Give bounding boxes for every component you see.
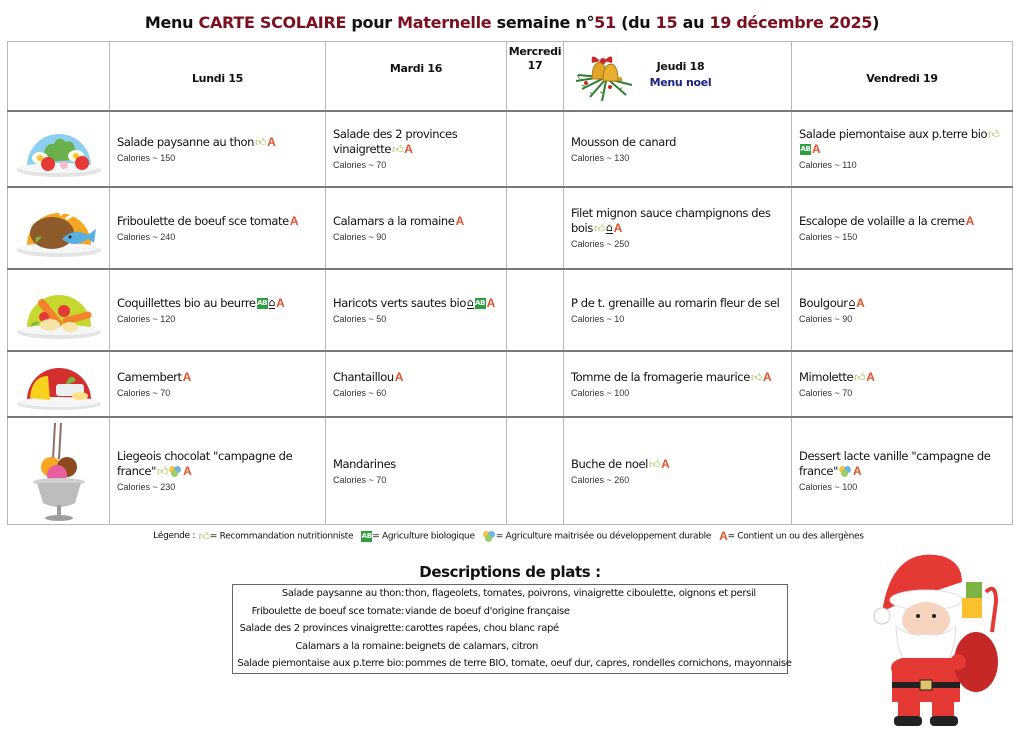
calories-label: Calories ~ 120 bbox=[117, 313, 176, 324]
description-text: thon, flageolets, tomates, poivrons, vinaigrette ciboulette, oignons et persil bbox=[405, 588, 756, 599]
dish-cell[interactable] bbox=[326, 269, 507, 351]
calories-label: Calories ~ 110 bbox=[799, 160, 857, 170]
empty-cell-wednesday bbox=[507, 111, 564, 187]
dish-cell[interactable] bbox=[792, 187, 1013, 269]
allergen-icon: A bbox=[856, 295, 865, 310]
calories-label: Calories ~ 100 bbox=[571, 387, 630, 398]
category-cell bbox=[8, 351, 110, 417]
dish-name: Filet mignon sauce champignons des bois👍︎⌂A bbox=[571, 206, 771, 235]
legend: Légende : 👍︎= Recommandation nutritionniste AB= Agriculture biologique = Agriculture maitrisée ou développement durable A= Contient un ou des allergènes bbox=[0, 529, 1024, 543]
organic-ab-icon: AB bbox=[361, 531, 372, 540]
course-row-side bbox=[8, 269, 1013, 351]
description-row bbox=[233, 638, 787, 656]
menu-noel-label: Menu noel bbox=[649, 75, 712, 89]
day-header-tuesday: Mardi 16 bbox=[326, 42, 507, 111]
calories-label: Calories ~ 240 bbox=[117, 231, 176, 242]
dish-cell[interactable] bbox=[110, 269, 326, 351]
dish-name: Salade paysanne au thon👍︎A bbox=[117, 134, 276, 149]
description-dish: Salade piemontaise aux p.terre bio bbox=[237, 658, 401, 669]
dish-cell[interactable] bbox=[110, 111, 326, 187]
course-row-main bbox=[8, 187, 1013, 269]
thumbs-up-icon: 👍︎ bbox=[198, 529, 210, 543]
allergen-icon: A bbox=[486, 295, 495, 310]
dish-name: Mousson de canard bbox=[571, 134, 676, 149]
description-separator: : bbox=[401, 623, 405, 634]
santa-claus-icon bbox=[862, 542, 1002, 732]
allergen-icon: A bbox=[276, 295, 285, 310]
dish-cell[interactable] bbox=[792, 417, 1013, 525]
organic-ab-icon: AB bbox=[475, 298, 486, 307]
dish-cell[interactable] bbox=[792, 111, 1013, 187]
calories-label: Calories ~ 130 bbox=[571, 152, 630, 163]
allergen-icon: A bbox=[853, 464, 862, 479]
organic-ab-icon: AB bbox=[257, 298, 268, 307]
day-header-thursday: Jeudi 18 Menu noel bbox=[564, 42, 792, 111]
allergen-icon: A bbox=[866, 369, 875, 384]
empty-cell-wednesday bbox=[507, 187, 564, 269]
dish-name: Calamars a la romaineA bbox=[333, 213, 464, 228]
dish-cell[interactable] bbox=[326, 187, 507, 269]
calories-label: Calories ~ 250 bbox=[571, 239, 630, 249]
dish-name: Mandarines bbox=[333, 456, 396, 471]
dish-cell[interactable] bbox=[564, 187, 792, 269]
calories-label: Calories ~ 150 bbox=[117, 152, 176, 163]
dish-cell[interactable] bbox=[564, 351, 792, 417]
description-dish: Salade des 2 provinces vinaigrette bbox=[239, 623, 401, 634]
calories-label: Calories ~ 100 bbox=[799, 482, 858, 493]
description-text: viande de boeuf d'origine française bbox=[405, 605, 570, 617]
dish-cell[interactable] bbox=[326, 351, 507, 417]
thumbs-up-icon: 👍︎ bbox=[392, 143, 404, 156]
calories-label: Calories ~ 260 bbox=[571, 474, 630, 485]
category-cell bbox=[8, 417, 110, 525]
dish-name: Escalope de volaille a la cremeA bbox=[799, 213, 974, 228]
empty-cell-wednesday bbox=[507, 269, 564, 351]
homemade-house-icon: ⌂ bbox=[606, 221, 613, 234]
dish-name: Friboulette de boeuf sce tomateA bbox=[117, 213, 299, 228]
homemade-house-icon: ⌂ bbox=[268, 295, 276, 309]
dish-cell[interactable] bbox=[792, 351, 1013, 417]
dish-name: Tomme de la fromagerie maurice👍︎A bbox=[571, 369, 772, 384]
description-dish: Friboulette de boeuf sce tomate bbox=[251, 605, 401, 617]
homemade-house-icon: ⌂ bbox=[848, 295, 856, 309]
thumbs-up-icon: 👍︎ bbox=[593, 222, 606, 235]
header-row bbox=[8, 42, 1013, 111]
calories-label: Calories ~ 90 bbox=[333, 231, 387, 242]
legend-item: A= Contient un ou des allergènes bbox=[719, 529, 864, 543]
allergen-icon: A bbox=[661, 456, 670, 471]
allergen-icon: A bbox=[613, 221, 622, 235]
calories-label: Calories ~ 70 bbox=[333, 160, 387, 170]
dish-cell[interactable] bbox=[110, 417, 326, 525]
sustainable-agriculture-icon bbox=[839, 466, 852, 477]
legend-item: = Agriculture maitrisée ou développement durable bbox=[482, 532, 711, 542]
description-text: pommes de terre BIO, tomate, oeuf dur, capres, rondelles cornichons, mayonnaise bbox=[405, 658, 792, 669]
allergen-icon: A bbox=[719, 529, 728, 543]
dish-name: Liegeois chocolat "campagne de france"👍︎ A bbox=[117, 449, 293, 479]
thumbs-up-icon: 👍︎ bbox=[988, 128, 1000, 141]
organic-ab-icon: AB bbox=[800, 145, 811, 153]
description-separator: : bbox=[401, 640, 405, 652]
course-row-dessert bbox=[8, 417, 1013, 525]
calories-label: Calories ~ 70 bbox=[117, 387, 171, 398]
allergen-icon: A bbox=[762, 369, 772, 384]
description-separator: : bbox=[401, 605, 405, 617]
calories-label: Calories ~ 60 bbox=[333, 387, 387, 398]
legend-item: AB= Agriculture biologique bbox=[361, 531, 475, 541]
dish-cell[interactable] bbox=[110, 187, 326, 269]
allergen-icon: A bbox=[965, 213, 974, 228]
sustainable-agriculture-icon bbox=[483, 531, 496, 542]
description-row bbox=[233, 585, 787, 603]
allergen-icon: A bbox=[267, 134, 276, 149]
thumbs-up-icon: 👍︎ bbox=[750, 370, 762, 384]
dish-name: Buche de noel👍︎A bbox=[571, 456, 670, 471]
allergen-icon: A bbox=[812, 142, 821, 156]
allergen-icon: A bbox=[404, 142, 413, 156]
brand-name: CARTE SCOLAIRE bbox=[198, 13, 347, 32]
day-header-wednesday: Mercredi 17 bbox=[507, 42, 564, 111]
end-date: 19 décembre 2025 bbox=[709, 13, 873, 32]
page-title: Menu CARTE SCOLAIRE pour Maternelle semaine n°51 (du 15 au 19 décembre 2025) bbox=[144, 13, 880, 32]
course-row-starter bbox=[8, 111, 1013, 187]
dish-name: Dessert lacte vanille "campagne de france" A bbox=[799, 449, 991, 479]
day-header-monday: Lundi 15 bbox=[110, 42, 326, 111]
dish-name: ChantaillouA bbox=[333, 369, 404, 384]
ice-cream-cup-icon bbox=[29, 419, 89, 523]
dish-cell[interactable] bbox=[792, 269, 1013, 351]
calories-label: Calories ~ 50 bbox=[333, 313, 387, 324]
menu-table bbox=[7, 41, 1013, 525]
category-cell bbox=[8, 269, 110, 351]
dish-cell[interactable] bbox=[326, 111, 507, 187]
dish-name: Salade des 2 provinces vinaigrette👍︎A bbox=[333, 127, 458, 156]
calories-label: Calories ~ 90 bbox=[799, 313, 853, 324]
course-row-cheese bbox=[8, 351, 1013, 417]
description-row bbox=[233, 603, 787, 621]
legend-item: 👍︎= Recommandation nutritionniste bbox=[198, 529, 354, 543]
allergen-icon: A bbox=[183, 464, 192, 479]
description-separator: : bbox=[401, 658, 405, 669]
allergen-icon: A bbox=[289, 213, 299, 228]
description-row bbox=[233, 620, 787, 638]
dish-name: P de t. grenaille au romarin fleur de sel bbox=[571, 295, 780, 310]
calories-label: Calories ~ 10 bbox=[571, 313, 625, 324]
description-dish: Calamars a la romaine bbox=[295, 640, 401, 652]
allergen-icon: A bbox=[455, 213, 464, 228]
dish-cell[interactable] bbox=[564, 269, 792, 351]
calories-label: Calories ~ 70 bbox=[799, 387, 853, 398]
category-cell bbox=[8, 111, 110, 187]
thumbs-up-icon: 👍︎ bbox=[157, 465, 169, 479]
descriptions-box bbox=[232, 584, 792, 674]
calories-label: Calories ~ 230 bbox=[117, 482, 176, 493]
dish-cell[interactable] bbox=[326, 417, 507, 525]
dish-name: Coquillettes bio au beurre AB ⌂A bbox=[117, 295, 285, 310]
allergen-icon: A bbox=[394, 369, 404, 384]
week-number: 51 bbox=[594, 13, 616, 32]
dish-name: Boulgour⌂A bbox=[799, 295, 865, 310]
category-cell bbox=[8, 187, 110, 269]
description-separator: : bbox=[401, 588, 405, 599]
day-header-friday: Vendredi 19 bbox=[792, 42, 1013, 111]
vegetables-plate-icon bbox=[14, 277, 104, 343]
sustainable-agriculture-icon bbox=[169, 466, 182, 477]
dish-name: Salade piemontaise aux p.terre bio👍︎AB A bbox=[799, 127, 1000, 156]
allergen-icon: A bbox=[182, 369, 191, 384]
legend-items bbox=[198, 529, 871, 543]
empty-cell-wednesday bbox=[507, 351, 564, 417]
description-text: beignets de calamars, citron bbox=[405, 640, 538, 652]
calories-label: Calories ~ 70 bbox=[333, 474, 387, 485]
description-row bbox=[233, 655, 792, 673]
dish-cell[interactable] bbox=[564, 111, 792, 187]
thumbs-up-icon: 👍︎ bbox=[255, 135, 267, 149]
dish-cell[interactable] bbox=[564, 417, 792, 525]
meat-fish-plate-icon bbox=[14, 195, 104, 261]
cheese-plate-icon bbox=[14, 354, 104, 414]
thumbs-up-icon: 👍︎ bbox=[854, 370, 866, 384]
description-text: carottes rapées, chou blanc rapé bbox=[405, 623, 559, 634]
thumbs-up-icon: 👍︎ bbox=[648, 457, 661, 471]
corner-cell bbox=[8, 42, 110, 111]
dish-cell[interactable] bbox=[110, 351, 326, 417]
empty-cell-wednesday bbox=[507, 417, 564, 525]
descriptions-title: Descriptions de plats : bbox=[419, 563, 601, 581]
calories-label: Calories ~ 150 bbox=[799, 231, 858, 242]
homemade-house-icon: ⌂ bbox=[467, 295, 474, 309]
salad-plate-icon bbox=[14, 116, 104, 182]
dish-name: Mimolette👍︎A bbox=[799, 369, 875, 384]
dish-name: Haricots verts sautes bio⌂ AB A bbox=[333, 295, 495, 310]
school-level: Maternelle bbox=[397, 13, 492, 32]
start-date: 15 bbox=[655, 13, 678, 32]
dish-name: CamembertA bbox=[117, 369, 191, 384]
description-dish: Salade paysanne au thon bbox=[281, 588, 401, 599]
